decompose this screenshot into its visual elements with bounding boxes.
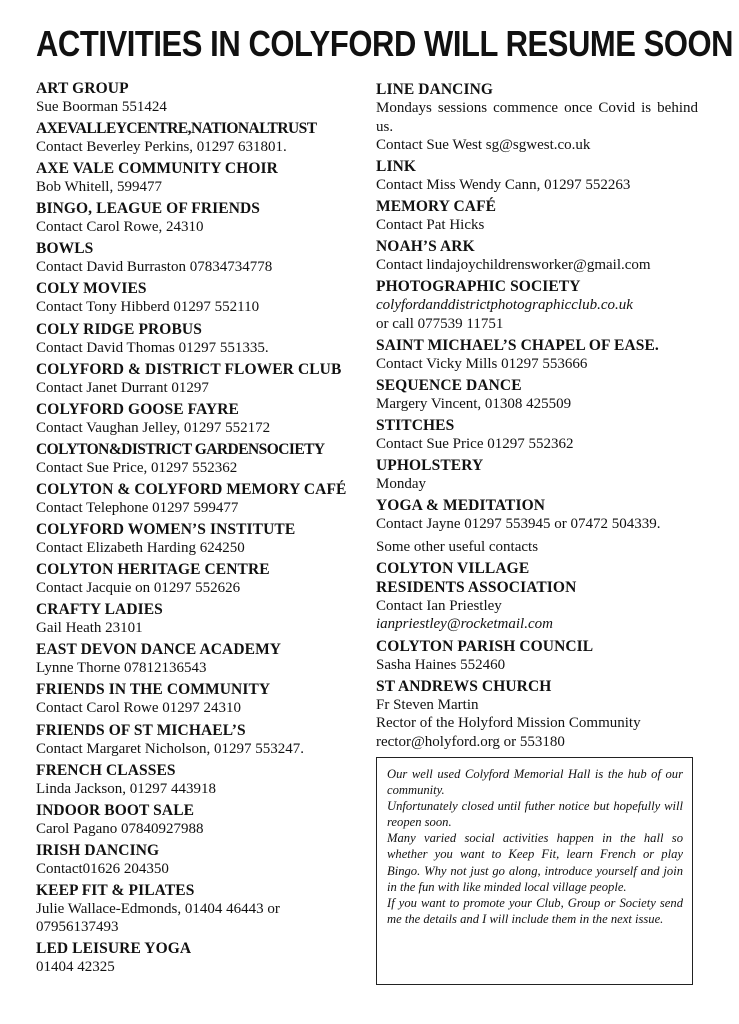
activity-contact: Contact Sue Price 01297 552362 xyxy=(376,436,574,453)
activity-name: YOGA & MEDITATION xyxy=(376,497,546,515)
memorial-hall-notice-box xyxy=(376,757,693,985)
activity-name: BOWLS xyxy=(36,240,94,258)
contact-detail: rector@holyford.org or 553180 xyxy=(376,733,565,750)
activity-contact: Monday xyxy=(376,476,426,493)
activity-name: MEMORY CAFÉ xyxy=(376,198,497,216)
activity-name: COLY RIDGE PROBUS xyxy=(36,320,202,338)
activity-name: COLY MOVIES xyxy=(36,280,147,298)
list-item xyxy=(376,559,698,634)
notice-paragraph: Unfortunately closed until futher notice but hopefully will reopen soon. xyxy=(387,799,683,830)
activity-contact: Linda Jackson, 01297 443918 xyxy=(36,780,216,797)
notice-paragraph: Our well used Colyford Memorial Hall is the hub of our community. xyxy=(387,767,683,798)
list-item xyxy=(376,80,698,155)
contact-detail: Contact Ian Priestley xyxy=(376,597,502,614)
list-item xyxy=(36,480,366,518)
contact-name: RESIDENTS ASSOCIATION xyxy=(376,578,577,596)
activity-name: SAINT MICHAEL’S CHAPEL OF EASE. xyxy=(376,336,659,354)
list-item xyxy=(36,360,366,398)
list-item xyxy=(36,440,366,478)
activity-name: BINGO, LEAGUE OF FRIENDS xyxy=(36,200,261,218)
activity-contact: Contact David Burraston 07834734778 xyxy=(36,259,273,276)
activity-contact: Contact Sue Price, 01297 552362 xyxy=(36,459,238,476)
list-item xyxy=(376,376,698,414)
activity-name: FRIENDS IN THE COMMUNITY xyxy=(36,681,271,699)
club-website: colyfordanddistrictphotographicclub.co.uk xyxy=(376,297,633,314)
activity-name: LED LEISURE YOGA xyxy=(36,940,192,958)
activity-contact: Contact01626 204350 xyxy=(36,860,169,877)
activity-name: AXE VALE COMMUNITY CHOIR xyxy=(36,160,278,178)
activity-name: IRISH DANCING xyxy=(36,841,160,859)
activity-name: COLYTON & COLYFORD MEMORY CAFÉ xyxy=(36,480,347,498)
activity-name: STITCHES xyxy=(376,417,455,435)
activity-name: COLYTON&DISTRICT GARDENSOCIETY xyxy=(36,440,325,458)
useful-contacts-intro xyxy=(376,538,698,557)
list-item xyxy=(376,336,698,374)
activity-name: COLYFORD GOOSE FAYRE xyxy=(36,400,239,418)
list-item xyxy=(376,416,698,454)
contact-detail: Sasha Haines 552460 xyxy=(376,656,506,673)
activity-contact: Contact Vicky Mills 01297 553666 xyxy=(376,355,588,372)
activity-name: UPHOLSTERY xyxy=(376,457,484,475)
activity-contact: Contact Miss Wendy Cann, 01297 552263 xyxy=(376,177,631,194)
activity-contact: Bob Whitell, 599477 xyxy=(36,179,162,196)
activity-contact: or call 077539 11751 xyxy=(376,315,504,332)
activity-name: LINE DANCING xyxy=(376,81,494,98)
activity-contact: Contact Beverley Perkins, 01297 631801. xyxy=(36,139,287,156)
list-item xyxy=(36,939,366,977)
activity-name: COLYFORD WOMEN’S INSTITUTE xyxy=(36,521,296,539)
activity-contact: Lynne Thorne 07812136543 xyxy=(36,660,207,677)
activity-contact: Contact Carol Rowe, 24310 xyxy=(36,219,204,236)
list-item xyxy=(376,677,698,752)
activity-name: EAST DEVON DANCE ACADEMY xyxy=(36,641,282,659)
activity-contact: Contact Carol Rowe 01297 24310 xyxy=(36,700,241,717)
activity-name: COLYFORD & DISTRICT FLOWER CLUB xyxy=(36,360,342,378)
activity-contact: Contact Tony Hibberd 01297 552110 xyxy=(36,299,260,316)
list-item xyxy=(36,119,366,157)
activity-name: AXEVALLEYCENTRE,NATIONALTRUST xyxy=(36,120,317,138)
activity-name: FRIENDS OF ST MICHAEL’S xyxy=(36,721,246,739)
activity-contact: Contact Jacquie on 01297 552626 xyxy=(36,580,241,597)
activity-contact: Margery Vincent, 01308 425509 xyxy=(376,396,572,413)
activity-contact: Contact Pat Hicks xyxy=(376,217,485,234)
list-item xyxy=(376,157,698,195)
activities-list-left xyxy=(36,79,366,980)
activity-contact: Carol Pagano 07840927988 xyxy=(36,820,204,837)
list-item xyxy=(36,320,366,358)
activity-name: PHOTOGRAPHIC SOCIETY xyxy=(376,278,581,296)
contact-name: COLYTON VILLAGE xyxy=(376,559,530,577)
activity-contact: Contact Janet Durrant 01297 xyxy=(36,379,209,396)
list-item xyxy=(36,841,366,879)
notice-paragraph: Many varied social activities happen in the hall so whether you want to Keep Fit, learn French or play Bingo. Why not just go along, introduce yourself and join in the fun with like minded local village people. xyxy=(387,831,683,894)
contact-name: COLYTON PARISH COUNCIL xyxy=(376,637,594,655)
activity-name: KEEP FIT & PILATES xyxy=(36,881,195,899)
list-item xyxy=(36,560,366,598)
list-item xyxy=(376,237,698,275)
activity-contact: Julie Wallace-Edmonds, 01404 46443 or xyxy=(36,900,280,917)
list-item xyxy=(36,721,366,759)
list-item xyxy=(376,496,698,534)
activity-contact: Contact lindajoychildrensworker@gmail.com xyxy=(376,257,651,274)
list-item xyxy=(36,239,366,277)
activity-name: ART GROUP xyxy=(36,80,129,97)
activity-name: CRAFTY LADIES xyxy=(36,601,163,619)
activity-contact: Sue Boorman 551424 xyxy=(36,99,167,115)
contact-detail: Fr Steven Martin xyxy=(376,696,479,713)
activity-name: SEQUENCE DANCE xyxy=(376,377,522,395)
list-item xyxy=(36,640,366,678)
list-item xyxy=(36,881,366,937)
activity-contact: Contact David Thomas 01297 551335. xyxy=(36,339,269,356)
activity-contact: Contact Telephone 01297 599477 xyxy=(36,499,239,516)
contact-name: ST ANDREWS CHURCH xyxy=(376,677,552,695)
list-item xyxy=(36,79,366,117)
list-item xyxy=(36,761,366,799)
activity-name: NOAH’S ARK xyxy=(376,238,475,256)
activity-name: FRENCH CLASSES xyxy=(36,761,176,779)
list-item xyxy=(376,197,698,235)
activity-name: COLYTON HERITAGE CENTRE xyxy=(36,561,270,579)
activity-contact: Contact Margaret Nicholson, 01297 553247. xyxy=(36,740,305,757)
activity-name: INDOOR BOOT SALE xyxy=(36,801,195,819)
list-item xyxy=(376,277,698,333)
activity-contact: Gail Heath 23101 xyxy=(36,620,143,637)
activity-contact: Contact Vaughan Jelley, 01297 552172 xyxy=(36,419,271,436)
list-item xyxy=(36,400,366,438)
list-item xyxy=(36,159,366,197)
activity-contact: 01404 42325 xyxy=(36,959,115,976)
list-item xyxy=(36,199,366,237)
activity-contact: 07956137493 xyxy=(36,919,119,936)
list-item xyxy=(36,680,366,718)
activity-contact: Contact Elizabeth Harding 624250 xyxy=(36,540,245,557)
activity-contact: Contact Sue West sg@sgwest.co.uk xyxy=(376,137,591,153)
activity-contact: Contact Jayne 01297 553945 or 07472 504339. xyxy=(376,516,661,533)
activity-name: LINK xyxy=(376,158,417,176)
list-item xyxy=(36,279,366,317)
contact-email: ianpriestley@rocketmail.com xyxy=(376,616,553,633)
list-item xyxy=(36,801,366,839)
contact-detail: Rector of the Holyford Mission Community xyxy=(376,715,641,732)
activities-list-right xyxy=(376,80,698,754)
notice-paragraph: If you want to promote your Club, Group or Society send me the details and I will include them in the next issue. xyxy=(387,895,683,926)
list-item xyxy=(376,637,698,675)
list-item xyxy=(376,456,698,494)
section-subheading: Some other useful contacts xyxy=(376,538,539,555)
activity-contact: Mondays sessions commence once Covid is behind us. xyxy=(376,100,698,135)
list-item xyxy=(36,520,366,558)
list-item xyxy=(36,600,366,638)
page-title: ACTIVITIES IN COLYFORD WILL RESUME SOON xyxy=(36,23,734,64)
